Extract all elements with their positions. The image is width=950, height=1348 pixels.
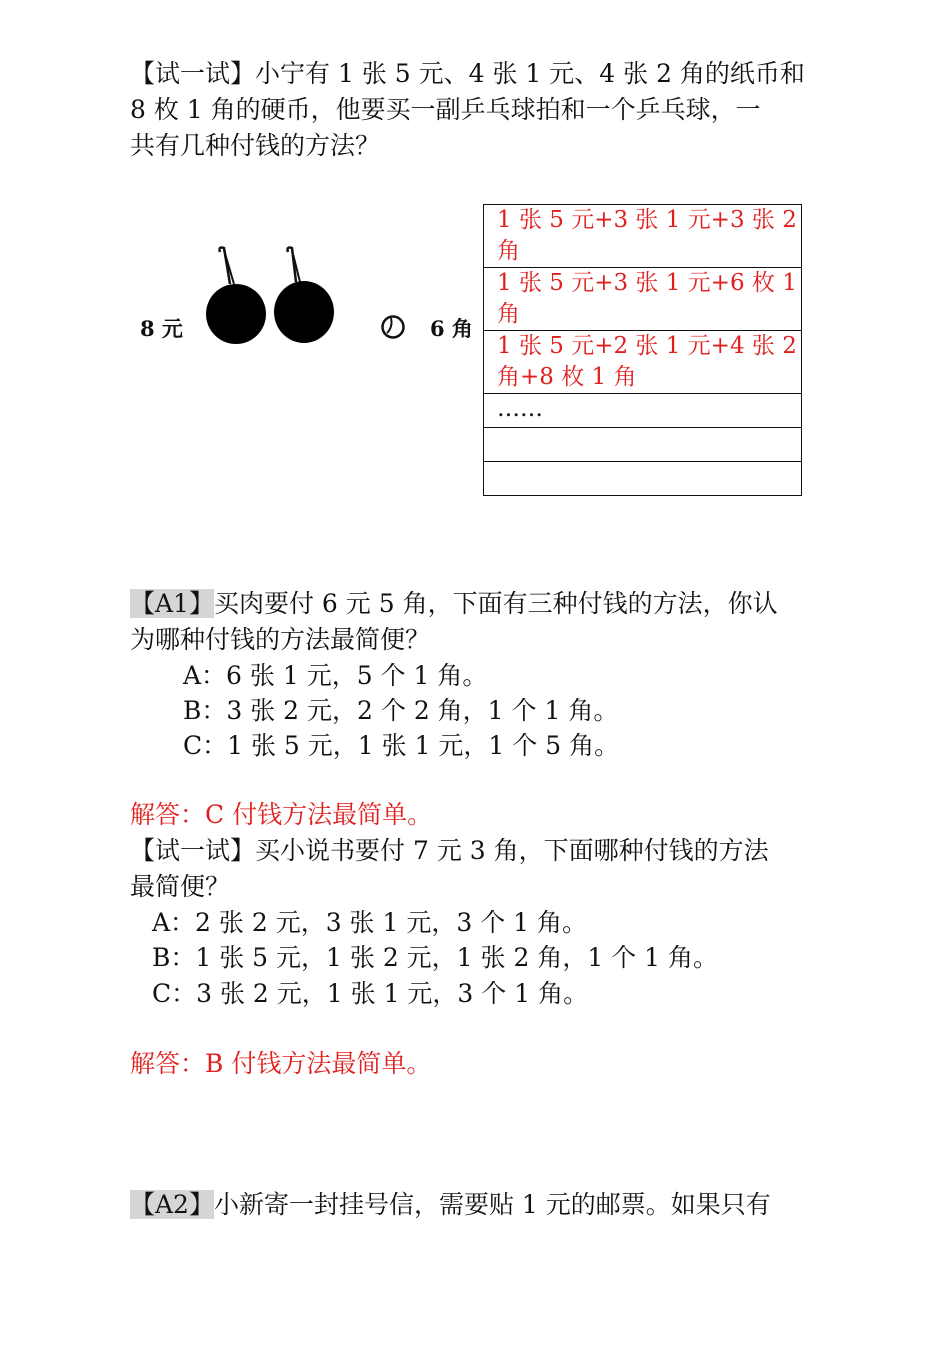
try1-line-2: 8 枚 1 角的硬币，他要买一副乒乓球拍和一个乒乓球，一: [130, 95, 761, 124]
try2-line-1: 【试一试】买小说书要付 7 元 3 角，下面哪种付钱的方法: [130, 836, 769, 865]
try2-option-c: C：3 张 2 元，1 张 1 元，3 个 1 角。: [152, 979, 589, 1008]
table-cell: ……: [484, 394, 802, 428]
payment-methods-table: [483, 204, 802, 496]
table-row: [484, 394, 802, 428]
a2-tag: 【A2】: [130, 1190, 214, 1219]
a1-option-b: B：3 张 2 元，2 个 2 角，1 个 1 角。: [183, 696, 619, 725]
table-row: [484, 205, 802, 268]
a1-tag: 【A1】: [130, 589, 214, 618]
try2-answer: 解答：B 付钱方法最简单。: [130, 1049, 432, 1078]
a1-line-2: 为哪种付钱的方法最简便？: [130, 625, 431, 654]
a1-answer: 解答：C 付钱方法最简单。: [130, 800, 433, 829]
try2-bracket: 【试一试】: [130, 836, 256, 865]
a1-option-a: A：6 张 1 元，5 个 1 角。: [183, 661, 488, 690]
ping-pong-ball-icon: [379, 313, 407, 341]
try1-bracket: 【试一试】: [130, 59, 256, 88]
ping-pong-paddles-icon: [200, 244, 345, 349]
paddle-price-label: 8 元: [140, 316, 183, 341]
table-row: [484, 428, 802, 462]
table-row: [484, 331, 802, 394]
ball-price-label: 6 角: [430, 316, 473, 341]
try1-line-3: 共有几种付钱的方法？: [130, 131, 381, 160]
table-row: [484, 462, 802, 496]
table-cell: 1 张 5 元+2 张 1 元+4 张 2 角+8 枚 1 角: [484, 331, 802, 394]
try2-line-2: 最简便？: [130, 872, 231, 901]
table-cell: [484, 462, 802, 496]
table-cell: [484, 428, 802, 462]
try1-line-1: 【试一试】小宁有 1 张 5 元、4 张 1 元、4 张 2 角的纸币和: [130, 59, 805, 88]
a1-line-1: 【A1】买肉要付 6 元 5 角，下面有三种付钱的方法，你认: [130, 589, 778, 618]
a2-line-1: 【A2】小新寄一封挂号信，需要贴 1 元的邮票。如果只有: [130, 1190, 771, 1219]
table-cell: 1 张 5 元+3 张 1 元+3 张 2 角: [484, 205, 802, 268]
table-row: [484, 268, 802, 331]
try2-option-a: A：2 张 2 元，3 张 1 元，3 个 1 角。: [152, 908, 588, 937]
a1-option-c: C：1 张 5 元，1 张 1 元，1 个 5 角。: [183, 731, 620, 760]
table-cell: 1 张 5 元+3 张 1 元+6 枚 1 角: [484, 268, 802, 331]
try2-option-b: B：1 张 5 元，1 张 2 元，1 张 2 角，1 个 1 角。: [152, 943, 718, 972]
